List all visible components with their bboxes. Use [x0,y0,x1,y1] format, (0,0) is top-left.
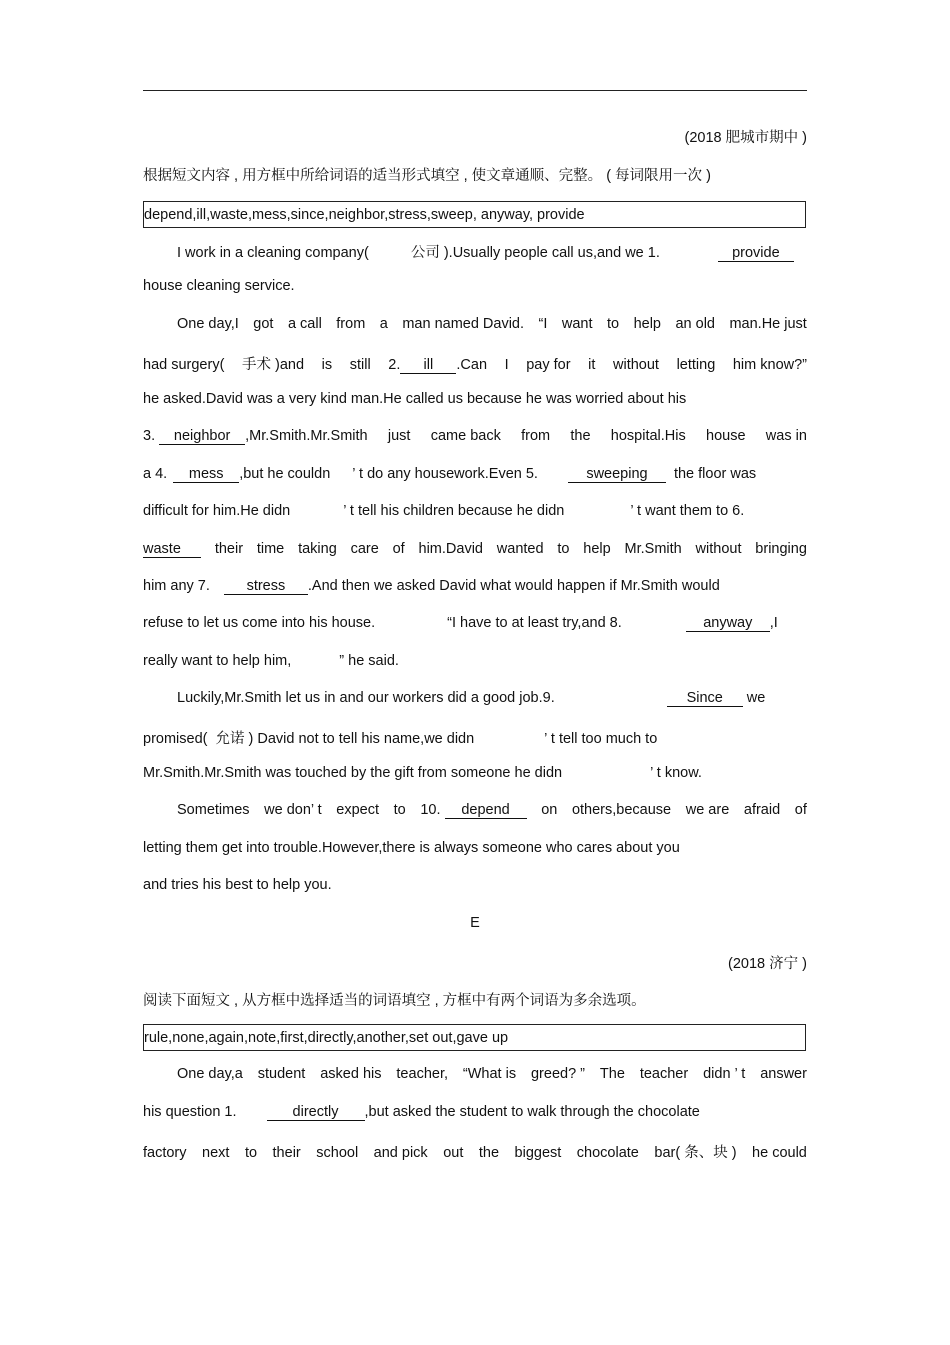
word: without [695,541,742,557]
text: ” he said. [339,653,399,669]
word: Sometimes [177,802,250,818]
text: 公司 ).Usually people call us,and we 1. [410,245,660,261]
word: Mr.Smith [624,541,682,557]
text: refuse to let us come into his house. [143,615,376,631]
d-p3-line1 [143,690,807,707]
word: was in [765,428,807,444]
text: ’ t want them to 6. [630,503,745,519]
word: “What is [462,1066,517,1082]
word: teacher [639,1066,689,1082]
word: 10. [420,802,441,818]
word: .Can [456,357,488,373]
d-p2-line7 [143,541,807,558]
d-p1-line1 [143,241,807,262]
word: care [350,541,379,557]
word: 手术 )and [242,357,305,373]
word: it [588,357,596,373]
answer-blank-1: provide [718,246,794,262]
word: bar( 条、块 ) [654,1145,737,1161]
text: the floor was [673,466,757,482]
answer-blank-4: mess [173,467,239,483]
word: 2. [388,357,401,373]
word: One day,I [177,316,239,332]
text: really want to help him, [143,653,292,669]
d-p2-line2 [143,353,807,374]
answer-blank-5: sweeping [568,467,666,483]
word: of [392,541,405,557]
d-p1-line2: house cleaning service. [143,278,295,294]
d-p4-line2: letting them get into trouble.However,there is always someone who cares about you [143,840,680,856]
word: taking [298,541,337,557]
word: to [244,1145,258,1161]
word: him.David [418,541,483,557]
word: he could [752,1145,807,1161]
word: a [379,316,388,332]
word: is [321,357,333,373]
word: came back [430,428,501,444]
word: wanted [496,541,544,557]
word: we are [685,802,730,818]
source-note-e: (2018 济宁 ) [728,956,807,972]
text: ’ t know. [650,765,702,781]
answer-blank-2: ill [400,358,456,374]
section-e-letter: E [470,915,480,931]
text: ,I [769,615,778,631]
word: student [257,1066,306,1082]
word: afraid [743,802,781,818]
answer-blank-8: anyway [686,616,770,632]
word: house [706,428,746,444]
word: man.He just [729,316,807,332]
word: chocolate [576,1145,639,1161]
word: had surgery( [143,357,225,373]
text: we [746,690,766,706]
word: to [557,541,570,557]
word: to [606,316,620,332]
d-p2-line8 [143,578,807,595]
word-box-d-text: depend,ill,waste,mess,since,neighbor,stress,sweep, anyway, provide [144,206,585,223]
text: ’ t do any housework.Even 5. [352,466,538,482]
word: we don’ t [264,802,322,818]
e-line2 [143,1104,807,1121]
word: help [583,541,611,557]
d-p2-line4 [143,428,807,445]
word: others,because [571,802,672,818]
word: man named David. [402,316,525,332]
text: “I have to at least try,and 8. [447,615,622,631]
word: greed? ” [530,1066,585,1082]
word: help [633,316,661,332]
instruction-e: 阅读下面短文 , 从方框中选择适当的词语填空 , 方框中有两个词语为多余选项。 [143,993,646,1009]
answer-blank-7: stress [224,579,308,595]
word: the [478,1145,500,1161]
instruction-d: 根据短文内容 , 用方框中所给词语的适当形式填空 , 使文章通顺、完整。 ( 每词限用一次 ) [143,168,711,184]
answer-blank-3: neighbor [159,429,245,445]
word: still [349,357,371,373]
word: next [202,1145,230,1161]
word: The [599,1066,625,1082]
word: of [794,802,807,818]
word: to [393,802,406,818]
word: got [253,316,274,332]
word: the [570,428,591,444]
text: his question 1. [143,1104,237,1120]
text: Luckily,Mr.Smith let us in and our workers did a good job.9. [177,690,555,706]
word: asked his [320,1066,382,1082]
word: their [214,541,244,557]
word: factory [143,1145,187,1161]
text: difficult for him.He didn [143,503,291,519]
word: just [387,428,411,444]
d-p2-line6 [143,503,807,519]
word: want [561,316,593,332]
word: from [521,428,551,444]
text: ,but he couldn [239,466,331,482]
word: didn ’ t [703,1066,746,1082]
d-p2-line9 [143,615,807,632]
word: hospital.His [610,428,686,444]
word: school [316,1145,359,1161]
word: pay for [526,357,571,373]
d-p4-line3: and tries his best to help you. [143,877,332,893]
word-box-d [143,201,806,228]
word: and pick [373,1145,428,1161]
word: One day,a [177,1066,243,1082]
answer-blank-10: depend [445,803,527,819]
word: expect [336,802,380,818]
top-rule [143,90,807,91]
word: ,Mr.Smith.Mr.Smith [245,428,368,444]
word: letting [676,357,716,373]
word: him know?” [732,357,807,373]
word: teacher, [396,1066,448,1082]
e-line3 [143,1141,807,1162]
word: bringing [755,541,807,557]
answer-blank-6: waste [143,542,201,558]
word: I [504,357,509,373]
word: answer [760,1066,807,1082]
text: .And then we asked David what would happen if Mr.Smith would [307,578,720,594]
d-p2-line10 [143,653,807,669]
word-box-e [143,1024,806,1051]
word: without [613,357,659,373]
word: their [272,1145,301,1161]
text: a 4. [143,466,168,482]
source-note-d: (2018 肥城市期中 ) [684,130,807,146]
text: ’ t tell too much to [544,731,658,747]
word-box-e-text: rule,none,again,note,first,directly,another,set out,gave up [144,1029,509,1046]
d-p2-line3: he asked.David was a very kind man.He called us because he was worried about his [143,391,687,407]
text: Mr.Smith.Mr.Smith was touched by the gift from someone he didn [143,765,563,781]
answer-blank-9: Since [667,691,743,707]
text: 3. [143,428,156,444]
word: biggest [514,1145,562,1161]
d-p3-line2 [143,727,807,748]
d-p3-line3 [143,765,807,781]
word: time [256,541,285,557]
word: on [541,802,558,818]
text: promised( [143,731,208,747]
d-p2-line5 [143,466,807,483]
text: ’ t tell his children because he didn [343,503,565,519]
text: 允诺 ) David not to tell his name,we didn [215,731,475,747]
text: ,but asked the student to walk through the chocolate [364,1104,700,1120]
text: him any 7. [143,578,210,594]
word: from [336,316,366,332]
d-p2-line1 [143,316,807,332]
d-p4-line1 [143,802,807,819]
word: a call [287,316,322,332]
word: “I [538,316,548,332]
word: an old [675,316,715,332]
text: I work in a cleaning company( [177,245,369,261]
e-line1 [143,1066,807,1082]
answer-blank-e1: directly [267,1105,365,1121]
word: out [443,1145,464,1161]
